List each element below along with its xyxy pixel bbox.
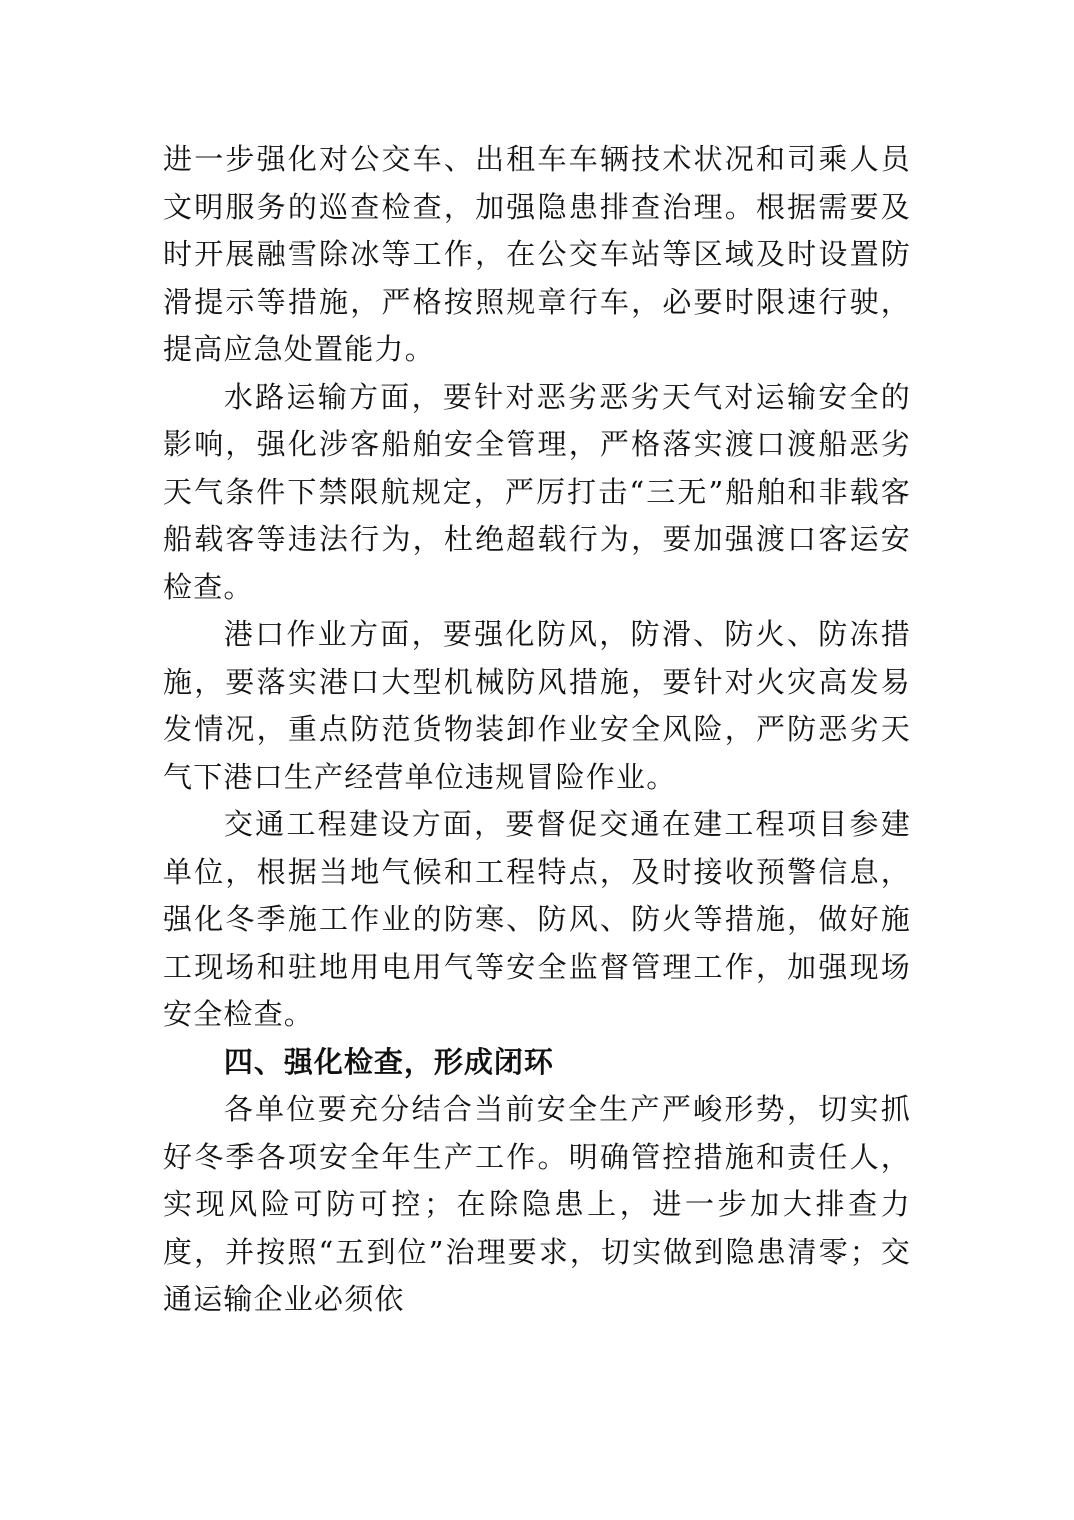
paragraph-port-operations: 港口作业方面，要强化防风，防滑、防火、防冻措施，要落实港口大型机械防风措施，要针对火灾高发易发情况，重点防范货物装卸作业安全风险，严防恶劣天气下港口生产经营单位违规冒险作业。 [163,617,911,794]
paragraph-public-transport-continuation: 进一步强化对公交车、出租车车辆技术状况和司乘人员文明服务的巡查检查，加强隐患排查治理。根据需要及时开展融雪除冰等工作，在公交车站等区域及时设置防滑提示等措施，严格按照规章行车，必要时限速行驶，提高应急处置能力。 [163,142,911,366]
paragraph-inspection-closed-loop: 各单位要充分结合当前安全生产严峻形势，切实抓好冬季各项安全年生产工作。明确管控措施和责任人，实现风险可防可控；在除隐患上，进一步加大排查力度，并按照“五到位”治理要求，切实做到隐患清零；交通运输企业必须依 [163,1092,911,1316]
section-heading-four: 四、强化检查，形成闭环 [223,1044,554,1079]
paragraph-waterway-transport: 水路运输方面，要针对恶劣恶劣天气对运输安全的影响，强化涉客船舶安全管理，严格落实渡口渡船恶劣天气条件下禁限航规定，严厉打击“三无”船舶和非载客船载客等违法行为，杜绝超载行为，要加强渡口客运安检查。 [163,379,911,604]
paragraph-engineering-construction: 交通工程建设方面，要督促交通在建工程项目参建单位，根据当地气候和工程特点，及时接收预警信息，强化冬季施工作业的防寒、防风、防火等措施，做好施工现场和驻地用电用气等安全监督管理工作，加强现场安全检查。 [163,807,911,1031]
document-body [163,136,911,1324]
